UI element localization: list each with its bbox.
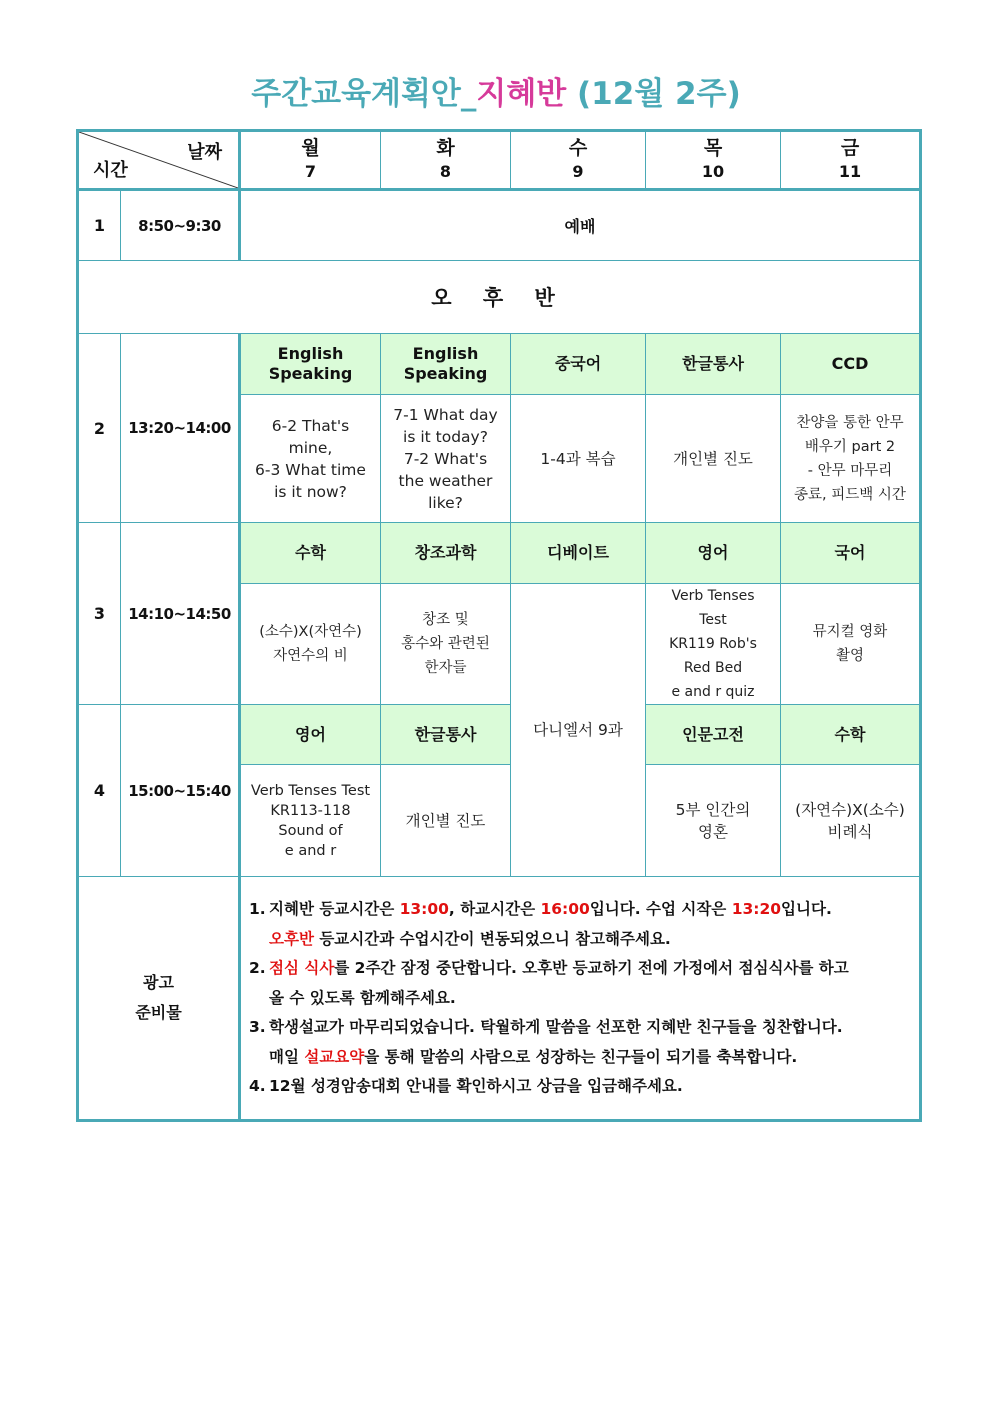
subject-cell: 디베이트 (511, 523, 646, 584)
day-name: 월 (301, 137, 320, 159)
content-line: KR113-118 (270, 802, 351, 819)
title-class-name: 지혜반 (476, 76, 567, 112)
notice-highlight: 13:00 (399, 900, 449, 918)
period-3-time: 14:10~14:50 (121, 523, 240, 705)
notice-list (249, 895, 913, 1102)
notice-text: 학생설교가 마무리되었습니다. 탁월하게 말씀을 선포한 지혜반 친구들을 칭찬합니다. (269, 1018, 843, 1036)
content-line: 창조 및 (422, 612, 469, 628)
content-line: KR119 Rob's (669, 636, 757, 652)
content-line: 비례식 (827, 822, 873, 841)
notice-text: , 하교시간은 (448, 900, 541, 918)
notices-label-line: 준비물 (135, 1003, 182, 1022)
content-line: (소수)X(자연수) (259, 624, 362, 640)
content-line: is it today? (403, 427, 488, 446)
notice-text: 을 통해 말씀의 사람으로 성장하는 친구들이 되기를 축복합니다. (364, 1047, 798, 1066)
content-line: Red Bed (683, 660, 743, 676)
page-title (0, 68, 992, 113)
content-line: 한자들 (424, 660, 467, 676)
content-line: 영혼 (698, 822, 728, 841)
content-line: Test (699, 612, 727, 628)
notice-number: 2. (249, 959, 266, 977)
title-main: 주간교육계획안_ (251, 76, 477, 112)
subject-cell: 국어 (781, 523, 921, 584)
subject-cell: 영어 (240, 705, 381, 765)
day-date: 8 (439, 162, 452, 181)
notice-item (249, 1072, 913, 1102)
title-week: (12월 2주) (566, 76, 741, 112)
notices-content (240, 877, 921, 1121)
content-line: 6-3 What time (255, 460, 366, 479)
notice-highlight: 16:00 (540, 900, 590, 918)
subject-cell: 수학 (240, 523, 381, 584)
content-line: (자연수)X(소수) (795, 800, 905, 819)
notice-item-continued (249, 925, 913, 955)
day-name: 금 (840, 137, 860, 159)
content-line: 종료, 피드백 시간 (794, 486, 906, 503)
content-cell-merged (511, 584, 646, 877)
notice-highlight: 점심 식사 (269, 959, 335, 977)
notice-number: 1. (249, 900, 266, 918)
period-2-number: 2 (78, 334, 121, 523)
subject-cell: 한글통사 (646, 334, 781, 395)
content-cell (781, 584, 921, 705)
content-cell (240, 395, 381, 523)
content-line: Verb Tenses (671, 588, 755, 604)
period-4-time: 15:00~15:40 (121, 705, 240, 877)
content-line: is it now? (274, 482, 347, 501)
subject-cell: 영어 (646, 523, 781, 584)
notice-highlight: 설교요약 (304, 1047, 365, 1066)
content-line: 배우기 part 2 (804, 438, 896, 455)
content-line: the weather (398, 471, 493, 490)
subject-cell: 인문고전 (646, 705, 781, 765)
subject-cell: CCD (781, 334, 921, 395)
content-cell (781, 395, 921, 523)
notices-label-line: 광고 (143, 973, 174, 992)
content-line: like? (428, 493, 463, 512)
notice-item-continued (249, 984, 913, 1014)
content-line: 개인별 진도 (673, 449, 753, 468)
day-name: 화 (436, 137, 455, 159)
subject-cell: 수학 (781, 705, 921, 765)
content-line: 7-2 What's (403, 449, 488, 468)
content-line: 6-2 That's (271, 416, 350, 435)
day-header-thu (646, 131, 781, 190)
content-cell (781, 765, 921, 877)
day-date: 11 (838, 162, 862, 181)
content-line: 뮤지컬 영화 (812, 624, 888, 640)
period-4-number: 4 (78, 705, 121, 877)
content-cell (646, 584, 781, 705)
subject-cell: 중국어 (511, 334, 646, 395)
day-date: 9 (572, 162, 584, 181)
day-header-mon (240, 131, 381, 190)
corner-header (78, 131, 240, 190)
period-3-number: 3 (78, 523, 121, 705)
content-cell (381, 765, 511, 877)
date-label: 날짜 (187, 142, 222, 163)
content-cell (240, 584, 381, 705)
subject-cell: English Speaking (381, 334, 511, 395)
content-cell (646, 765, 781, 877)
time-label: 시간 (93, 160, 128, 181)
notice-text: 매일 (269, 1047, 305, 1066)
content-cell (240, 765, 381, 877)
content-line: Sound of (278, 822, 343, 839)
notice-highlight: 13:20 (731, 900, 782, 918)
content-cell (381, 584, 511, 705)
notice-text: 지혜반 등교시간은 (269, 900, 400, 918)
content-line: 자연수의 비 (273, 648, 348, 664)
content-cell (381, 395, 511, 523)
notice-number: 4. (249, 1077, 266, 1095)
day-header-wed (511, 131, 646, 190)
notices-label (78, 877, 240, 1121)
subject-cell: 한글통사 (381, 705, 511, 765)
notice-number: 3. (249, 1018, 266, 1036)
weekly-plan-table (76, 129, 922, 1122)
notice-highlight: 오후반 (269, 929, 314, 948)
notice-item (249, 954, 913, 984)
notice-item (249, 1013, 913, 1043)
period-1-number: 1 (78, 190, 121, 261)
notice-text: 입니다. 수업 시작은 (589, 900, 732, 918)
content-line: 개인별 진도 (405, 811, 486, 830)
notice-text: 등교시간과 수업시간이 변동되었으니 참고해주세요. (313, 929, 671, 948)
day-name: 목 (703, 137, 723, 159)
content-line: 홍수와 관련된 (401, 636, 490, 652)
content-line: 5부 인간의 (675, 800, 751, 819)
content-line: 7-1 What day (393, 405, 498, 424)
subject-cell: English Speaking (240, 334, 381, 395)
content-cell (646, 395, 781, 523)
period-1-time: 8:50~9:30 (121, 190, 240, 261)
day-name: 수 (568, 137, 588, 159)
subject-cell: 창조과학 (381, 523, 511, 584)
notice-text: 12월 성경암송대회 안내를 확인하시고 상금을 입금해주세요. (269, 1077, 683, 1095)
afternoon-class-label: 오 후 반 (78, 261, 921, 334)
content-line: Verb Tenses Test (250, 782, 371, 799)
worship-cell: 예배 (240, 190, 921, 261)
notice-item (249, 895, 913, 925)
content-cell (511, 395, 646, 523)
content-line: - 안무 마무리 (807, 462, 893, 479)
content-line: 1-4과 복습 (540, 449, 616, 468)
day-date: 7 (304, 162, 317, 181)
content-line: e and r quiz (671, 684, 755, 700)
period-2-time: 13:20~14:00 (121, 334, 240, 523)
day-date: 10 (701, 162, 725, 181)
notice-text: 입니다. (781, 900, 832, 918)
content-line: 다니엘서 9과 (533, 721, 623, 739)
notice-text: 를 2주간 잠정 중단합니다. 오후반 등교하기 전에 가정에서 점심식사를 하고 (334, 959, 849, 977)
day-header-tue (381, 131, 511, 190)
day-header-fri (781, 131, 921, 190)
content-line: 찬양을 통한 안무 (796, 414, 904, 431)
content-line: mine, (288, 438, 333, 457)
notice-text: 올 수 있도록 함께해주세요. (269, 988, 456, 1007)
content-line: 촬영 (835, 648, 864, 664)
notice-item-continued (249, 1043, 913, 1073)
content-line: e and r (284, 842, 337, 859)
